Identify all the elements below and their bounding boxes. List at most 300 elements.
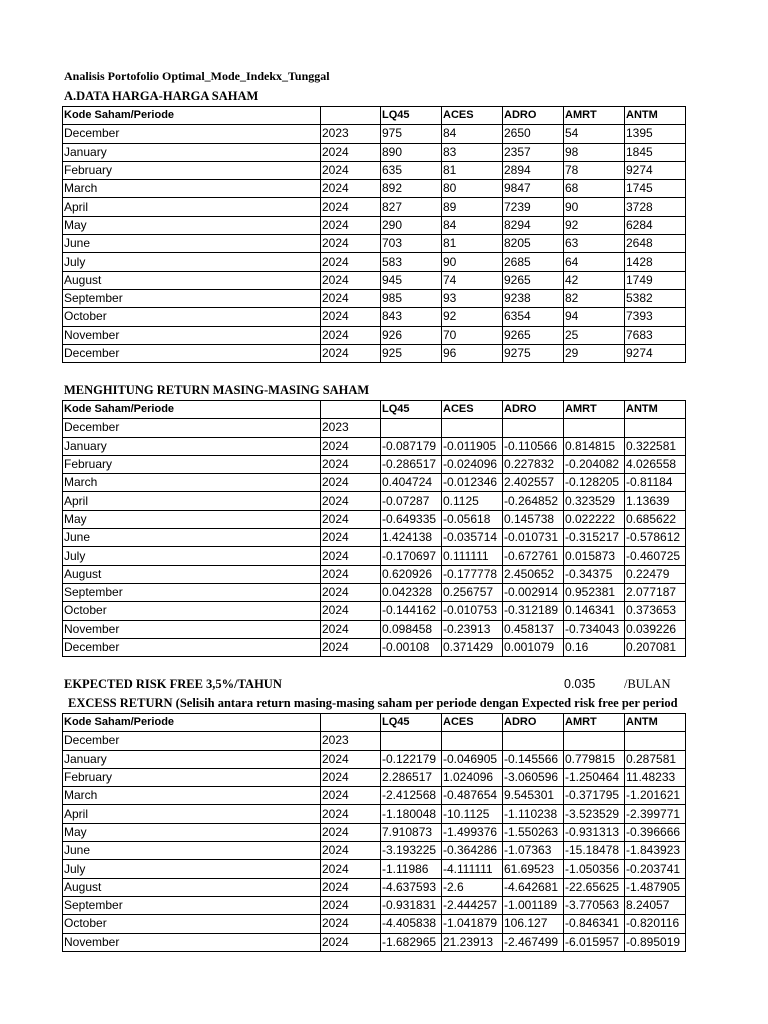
period-year-cell: 2024 (321, 933, 381, 951)
column-header: AMRT (564, 401, 625, 419)
period-year-cell: 2024 (321, 492, 381, 510)
value-cell: 0.814815 (564, 437, 625, 455)
table-row (63, 768, 686, 786)
table-row (63, 878, 686, 896)
value-cell: -0.011905 (442, 437, 503, 455)
column-header: ADRO (503, 107, 564, 125)
table-row (63, 455, 686, 473)
value-cell: -0.460725 (625, 547, 686, 565)
table-row (63, 510, 686, 528)
period-year-cell: 2024 (321, 143, 381, 161)
period-year-cell: 2024 (321, 915, 381, 933)
value-cell: 81 (442, 235, 503, 253)
value-cell: -0.846341 (564, 915, 625, 933)
period-month-cell: December (63, 419, 321, 437)
table-row (63, 344, 686, 362)
period-year-cell: 2023 (321, 125, 381, 143)
value-cell: 0.145738 (503, 510, 564, 528)
value-cell: 54 (564, 125, 625, 143)
value-cell: -2.412568 (381, 787, 442, 805)
value-cell: 63 (564, 235, 625, 253)
value-cell: 8205 (503, 235, 564, 253)
column-header: AMRT (564, 714, 625, 732)
value-cell: -6.015957 (564, 933, 625, 951)
value-cell: 892 (381, 180, 442, 198)
column-header: ACES (442, 401, 503, 419)
value-cell: 96 (442, 344, 503, 362)
period-month-cell: July (63, 860, 321, 878)
period-month-cell: April (63, 805, 321, 823)
period-month-cell: September (63, 896, 321, 914)
value-cell: 2648 (625, 235, 686, 253)
period-month-cell: January (63, 750, 321, 768)
period-month-cell: August (63, 878, 321, 896)
value-cell: -0.396666 (625, 823, 686, 841)
value-cell: 3728 (625, 198, 686, 216)
value-cell: 6284 (625, 216, 686, 234)
value-cell: 827 (381, 198, 442, 216)
value-cell: -0.734043 (564, 620, 625, 638)
value-cell: -1.499376 (442, 823, 503, 841)
table-row (63, 565, 686, 583)
value-cell: -0.07287 (381, 492, 442, 510)
period-year-cell: 2024 (321, 180, 381, 198)
table-row (63, 253, 686, 271)
value-cell: -10.1125 (442, 805, 503, 823)
value-cell: -1.11986 (381, 860, 442, 878)
value-cell: -3.193225 (381, 842, 442, 860)
value-cell: -0.087179 (381, 437, 442, 455)
value-cell: -0.128205 (564, 474, 625, 492)
period-month-cell: May (63, 510, 321, 528)
value-cell: 61.69523 (503, 860, 564, 878)
value-cell: 0.098458 (381, 620, 442, 638)
value-cell: 0.015873 (564, 547, 625, 565)
value-cell: -0.649335 (381, 510, 442, 528)
value-cell: 64 (564, 253, 625, 271)
value-cell (381, 732, 442, 750)
value-cell: 21.23913 (442, 933, 503, 951)
value-cell: 6354 (503, 308, 564, 326)
value-cell: 29 (564, 344, 625, 362)
table-row (63, 602, 686, 620)
table-row (63, 842, 686, 860)
value-cell (442, 419, 503, 437)
table-row (63, 125, 686, 143)
value-cell: 843 (381, 308, 442, 326)
value-cell: -15.18478 (564, 842, 625, 860)
value-cell: -0.110566 (503, 437, 564, 455)
value-cell: -0.81184 (625, 474, 686, 492)
value-cell: 0.323529 (564, 492, 625, 510)
period-year-cell: 2024 (321, 842, 381, 860)
value-cell: -4.111111 (442, 860, 503, 878)
value-cell: 2.450652 (503, 565, 564, 583)
table-row (63, 143, 686, 161)
table-row (63, 529, 686, 547)
column-header: LQ45 (381, 107, 442, 125)
column-header: ANTM (625, 107, 686, 125)
period-year-cell: 2024 (321, 289, 381, 307)
value-cell: -1.07363 (503, 842, 564, 860)
value-cell: -1.487905 (625, 878, 686, 896)
value-cell: 1428 (625, 253, 686, 271)
value-cell: -0.05618 (442, 510, 503, 528)
column-header: ADRO (503, 714, 564, 732)
value-cell: 926 (381, 326, 442, 344)
value-cell: 42 (564, 271, 625, 289)
value-cell: 945 (381, 271, 442, 289)
table-row (63, 216, 686, 234)
table-row (63, 437, 686, 455)
value-cell: -0.578612 (625, 529, 686, 547)
value-cell: 703 (381, 235, 442, 253)
value-cell: 9265 (503, 271, 564, 289)
value-cell: 25 (564, 326, 625, 344)
period-month-cell: March (63, 474, 321, 492)
value-cell: 9274 (625, 161, 686, 179)
period-year-cell: 2024 (321, 638, 381, 656)
period-month-cell: September (63, 583, 321, 601)
value-cell: 0.287581 (625, 750, 686, 768)
value-cell: -0.177778 (442, 565, 503, 583)
table-row (63, 326, 686, 344)
value-cell: 1395 (625, 125, 686, 143)
table-row (63, 620, 686, 638)
value-cell: 7393 (625, 308, 686, 326)
period-month-cell: July (63, 253, 321, 271)
excess-section-heading: EXCESS RETURN (Selisih antara return masing-masing saham per periode dengan Expected risk free per period (68, 696, 678, 710)
value-cell: 0.373653 (625, 602, 686, 620)
period-year-cell: 2024 (321, 510, 381, 528)
value-cell: 0.322581 (625, 437, 686, 455)
period-month-cell: November (63, 620, 321, 638)
period-month-cell: March (63, 787, 321, 805)
risk-free-unit: /BULAN (624, 677, 671, 691)
value-cell (564, 732, 625, 750)
column-header: Kode Saham/Periode (63, 401, 321, 419)
table-row (63, 896, 686, 914)
period-year-cell: 2024 (321, 529, 381, 547)
period-month-cell: March (63, 180, 321, 198)
value-cell: -0.931313 (564, 823, 625, 841)
period-year-cell: 2024 (321, 308, 381, 326)
period-month-cell: January (63, 437, 321, 455)
value-cell: 0.227832 (503, 455, 564, 473)
column-header: ANTM (625, 714, 686, 732)
period-year-cell: 2024 (321, 860, 381, 878)
period-year-cell: 2024 (321, 823, 381, 841)
value-cell: 1749 (625, 271, 686, 289)
value-cell: -0.672761 (503, 547, 564, 565)
value-cell: 2.402557 (503, 474, 564, 492)
value-cell: -2.444257 (442, 896, 503, 914)
column-header: Kode Saham/Periode (63, 107, 321, 125)
period-year-cell: 2024 (321, 750, 381, 768)
header-row (63, 401, 686, 419)
value-cell: -1.843923 (625, 842, 686, 860)
period-year-cell: 2024 (321, 216, 381, 234)
table-row (63, 235, 686, 253)
value-cell: 1.024096 (442, 768, 503, 786)
value-cell: -2.467499 (503, 933, 564, 951)
value-cell: -22.65625 (564, 878, 625, 896)
value-cell: -0.34375 (564, 565, 625, 583)
period-month-cell: October (63, 602, 321, 620)
period-year-cell: 2024 (321, 344, 381, 362)
column-header (321, 714, 381, 732)
table-row (63, 787, 686, 805)
value-cell: 89 (442, 198, 503, 216)
period-year-cell: 2024 (321, 326, 381, 344)
value-cell: 0.146341 (564, 602, 625, 620)
period-month-cell: December (63, 125, 321, 143)
value-cell: 0.022222 (564, 510, 625, 528)
value-cell: 106.127 (503, 915, 564, 933)
period-year-cell: 2024 (321, 620, 381, 638)
table-row (63, 492, 686, 510)
value-cell: 11.48233 (625, 768, 686, 786)
value-cell: 78 (564, 161, 625, 179)
value-cell: 9238 (503, 289, 564, 307)
value-cell: -0.024096 (442, 455, 503, 473)
table-row (63, 860, 686, 878)
value-cell: 8294 (503, 216, 564, 234)
value-cell: 975 (381, 125, 442, 143)
period-month-cell: April (63, 198, 321, 216)
table-row (63, 419, 686, 437)
value-cell: 0.685622 (625, 510, 686, 528)
value-cell: 0.458137 (503, 620, 564, 638)
value-cell: 9274 (625, 344, 686, 362)
column-header (321, 107, 381, 125)
table-row (63, 308, 686, 326)
value-cell: 0.1125 (442, 492, 503, 510)
table-row (63, 271, 686, 289)
value-cell (625, 419, 686, 437)
value-cell: -1.180048 (381, 805, 442, 823)
period-year-cell: 2023 (321, 419, 381, 437)
period-month-cell: February (63, 161, 321, 179)
column-header: ACES (442, 107, 503, 125)
value-cell: -0.312189 (503, 602, 564, 620)
value-cell: -0.144162 (381, 602, 442, 620)
value-cell: 2685 (503, 253, 564, 271)
column-header: ACES (442, 714, 503, 732)
period-year-cell: 2023 (321, 732, 381, 750)
value-cell: 90 (442, 253, 503, 271)
period-month-cell: June (63, 235, 321, 253)
period-month-cell: June (63, 842, 321, 860)
value-cell: -3.060596 (503, 768, 564, 786)
table-row (63, 805, 686, 823)
value-cell: -1.250464 (564, 768, 625, 786)
value-cell: 635 (381, 161, 442, 179)
period-year-cell: 2024 (321, 235, 381, 253)
value-cell: 985 (381, 289, 442, 307)
value-cell: 1.424138 (381, 529, 442, 547)
value-cell: 68 (564, 180, 625, 198)
period-year-cell: 2024 (321, 583, 381, 601)
value-cell: 0.207081 (625, 638, 686, 656)
value-cell: 0.371429 (442, 638, 503, 656)
value-cell: 2650 (503, 125, 564, 143)
value-cell: 2357 (503, 143, 564, 161)
value-cell: 0.256757 (442, 583, 503, 601)
period-month-cell: April (63, 492, 321, 510)
value-cell: 290 (381, 216, 442, 234)
value-cell: 92 (564, 216, 625, 234)
period-month-cell: October (63, 915, 321, 933)
column-header: LQ45 (381, 401, 442, 419)
value-cell: 81 (442, 161, 503, 179)
period-year-cell: 2024 (321, 198, 381, 216)
value-cell: 70 (442, 326, 503, 344)
period-year-cell: 2024 (321, 547, 381, 565)
value-cell: -3.523529 (564, 805, 625, 823)
value-cell: 2894 (503, 161, 564, 179)
value-cell: -4.642681 (503, 878, 564, 896)
value-cell: 2.077187 (625, 583, 686, 601)
return-section-heading: MENGHITUNG RETURN MASING-MASING SAHAM (64, 383, 370, 397)
table-row (63, 750, 686, 768)
value-cell: -0.170697 (381, 547, 442, 565)
value-cell: 74 (442, 271, 503, 289)
table-row (63, 933, 686, 951)
value-cell: -0.315217 (564, 529, 625, 547)
value-cell: 98 (564, 143, 625, 161)
value-cell: -0.012346 (442, 474, 503, 492)
period-month-cell: August (63, 565, 321, 583)
column-header: LQ45 (381, 714, 442, 732)
value-cell: 0.16 (564, 638, 625, 656)
value-cell: 0.039226 (625, 620, 686, 638)
period-month-cell: October (63, 308, 321, 326)
period-year-cell: 2024 (321, 161, 381, 179)
period-year-cell: 2024 (321, 437, 381, 455)
table-row (63, 289, 686, 307)
value-cell (503, 732, 564, 750)
column-header: Kode Saham/Periode (63, 714, 321, 732)
period-year-cell: 2024 (321, 565, 381, 583)
value-cell: -1.041879 (442, 915, 503, 933)
period-year-cell: 2024 (321, 474, 381, 492)
value-cell: 0.620926 (381, 565, 442, 583)
value-cell: 7239 (503, 198, 564, 216)
value-cell: 583 (381, 253, 442, 271)
table-row (63, 180, 686, 198)
value-cell: 4.026558 (625, 455, 686, 473)
value-cell (625, 732, 686, 750)
value-cell: -1.110238 (503, 805, 564, 823)
table-row (63, 915, 686, 933)
value-cell: 1745 (625, 180, 686, 198)
period-month-cell: December (63, 344, 321, 362)
value-cell: -0.895019 (625, 933, 686, 951)
value-cell: 0.22479 (625, 565, 686, 583)
value-cell: -0.010731 (503, 529, 564, 547)
table-row (63, 823, 686, 841)
value-cell: 890 (381, 143, 442, 161)
value-cell: -1.050356 (564, 860, 625, 878)
table-row (63, 198, 686, 216)
value-cell: -0.204082 (564, 455, 625, 473)
value-cell: -1.201621 (625, 787, 686, 805)
value-cell: 1845 (625, 143, 686, 161)
period-month-cell: January (63, 143, 321, 161)
column-header: ANTM (625, 401, 686, 419)
table-row (63, 547, 686, 565)
period-month-cell: September (63, 289, 321, 307)
value-cell: 8.24057 (625, 896, 686, 914)
table-row (63, 638, 686, 656)
value-cell: -4.405838 (381, 915, 442, 933)
value-cell: -0.046905 (442, 750, 503, 768)
header-row (63, 107, 686, 125)
table-row (63, 161, 686, 179)
value-cell: -1.001189 (503, 896, 564, 914)
excess-table (62, 713, 686, 952)
table-row (63, 732, 686, 750)
value-cell: -0.035714 (442, 529, 503, 547)
value-cell: -0.820116 (625, 915, 686, 933)
value-cell: 9265 (503, 326, 564, 344)
value-cell: 0.001079 (503, 638, 564, 656)
price-table (62, 106, 686, 363)
value-cell: 80 (442, 180, 503, 198)
period-year-cell: 2024 (321, 896, 381, 914)
period-month-cell: February (63, 768, 321, 786)
period-month-cell: August (63, 271, 321, 289)
period-month-cell: November (63, 933, 321, 951)
document-title: Analisis Portofolio Optimal_Mode_Indekx_Tunggal (64, 69, 330, 83)
value-cell: -0.286517 (381, 455, 442, 473)
period-month-cell: May (63, 216, 321, 234)
period-year-cell: 2024 (321, 787, 381, 805)
value-cell: 9275 (503, 344, 564, 362)
value-cell: -0.00108 (381, 638, 442, 656)
value-cell: -0.264852 (503, 492, 564, 510)
value-cell: -3.770563 (564, 896, 625, 914)
period-year-cell: 2024 (321, 253, 381, 271)
value-cell: 84 (442, 216, 503, 234)
period-year-cell: 2024 (321, 271, 381, 289)
value-cell: 90 (564, 198, 625, 216)
column-header: ADRO (503, 401, 564, 419)
value-cell: -0.23913 (442, 620, 503, 638)
value-cell (564, 419, 625, 437)
period-month-cell: July (63, 547, 321, 565)
value-cell: -0.364286 (442, 842, 503, 860)
period-month-cell: December (63, 732, 321, 750)
value-cell (503, 419, 564, 437)
column-header: AMRT (564, 107, 625, 125)
risk-free-label: EKPECTED RISK FREE 3,5%/TAHUN (64, 677, 282, 691)
period-month-cell: May (63, 823, 321, 841)
value-cell: -0.002914 (503, 583, 564, 601)
value-cell: 0.952381 (564, 583, 625, 601)
value-cell: 0.404724 (381, 474, 442, 492)
value-cell: -0.203741 (625, 860, 686, 878)
period-year-cell: 2024 (321, 878, 381, 896)
value-cell: -0.931831 (381, 896, 442, 914)
period-year-cell: 2024 (321, 768, 381, 786)
value-cell: -1.550263 (503, 823, 564, 841)
value-cell: 0.111111 (442, 547, 503, 565)
value-cell: 83 (442, 143, 503, 161)
value-cell: -2.399771 (625, 805, 686, 823)
value-cell: 82 (564, 289, 625, 307)
